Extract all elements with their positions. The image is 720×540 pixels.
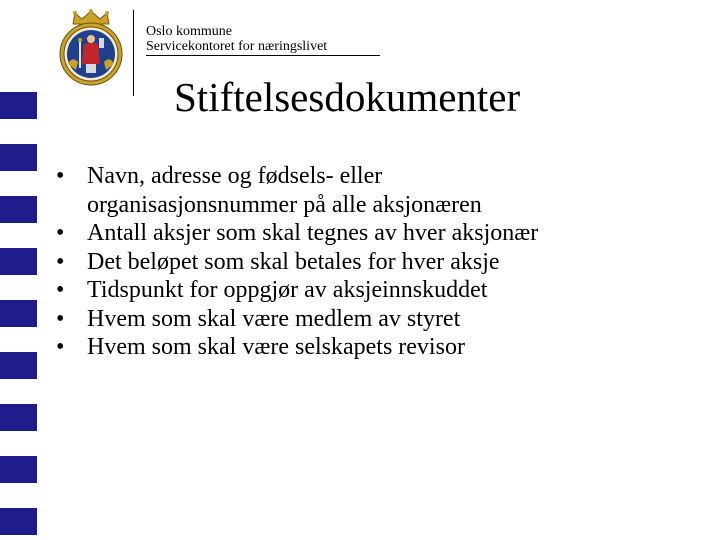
bullet-item	[56, 248, 706, 277]
bullet-list	[56, 162, 706, 362]
bullet-item	[56, 162, 706, 219]
org-underline	[146, 55, 380, 56]
side-bar	[0, 300, 37, 327]
bullet-text: Antall aksjer som skal tegnes av hver aksjonær	[87, 220, 539, 246]
org-name: Oslo kommune	[146, 24, 232, 39]
bullet-text-continued: organisasjonsnummer på alle aksjonæren	[87, 191, 482, 218]
side-bar	[0, 456, 37, 483]
bullet-icon: •	[56, 305, 65, 332]
side-bar	[0, 508, 37, 535]
side-decoration-bars	[0, 0, 40, 540]
bullet-icon: •	[56, 334, 65, 360]
bullet-icon: •	[56, 220, 65, 246]
bullet-text: Navn, adresse og fødsels- eller	[87, 163, 383, 189]
slide-title: Stiftelsesdokumenter	[174, 74, 521, 120]
org-unit: Servicekontoret for næringslivet	[146, 39, 328, 54]
bullet-text: Tidspunkt for oppgjør av aksjeinnskuddet	[87, 277, 488, 303]
side-bar	[0, 196, 37, 223]
side-bar	[0, 248, 37, 275]
bullet-item	[56, 333, 706, 362]
bullet-text: Hvem som skal være selskapets revisor	[87, 334, 465, 360]
oslo-coat-of-arms-icon	[56, 8, 126, 88]
bullet-item	[56, 305, 706, 334]
bullet-text: Hvem som skal være medlem av styret	[87, 305, 461, 332]
bullet-item	[56, 276, 706, 305]
bullet-icon: •	[56, 248, 65, 275]
side-bar	[0, 352, 37, 379]
side-bar	[0, 144, 37, 171]
side-bar	[0, 404, 37, 431]
side-bar	[0, 92, 37, 119]
bullet-item	[56, 219, 706, 248]
bullet-icon: •	[56, 163, 65, 189]
bullet-text: Det beløpet som skal betales for hver aksje	[87, 248, 500, 275]
bullet-icon: •	[56, 277, 65, 303]
header-divider	[133, 10, 134, 96]
